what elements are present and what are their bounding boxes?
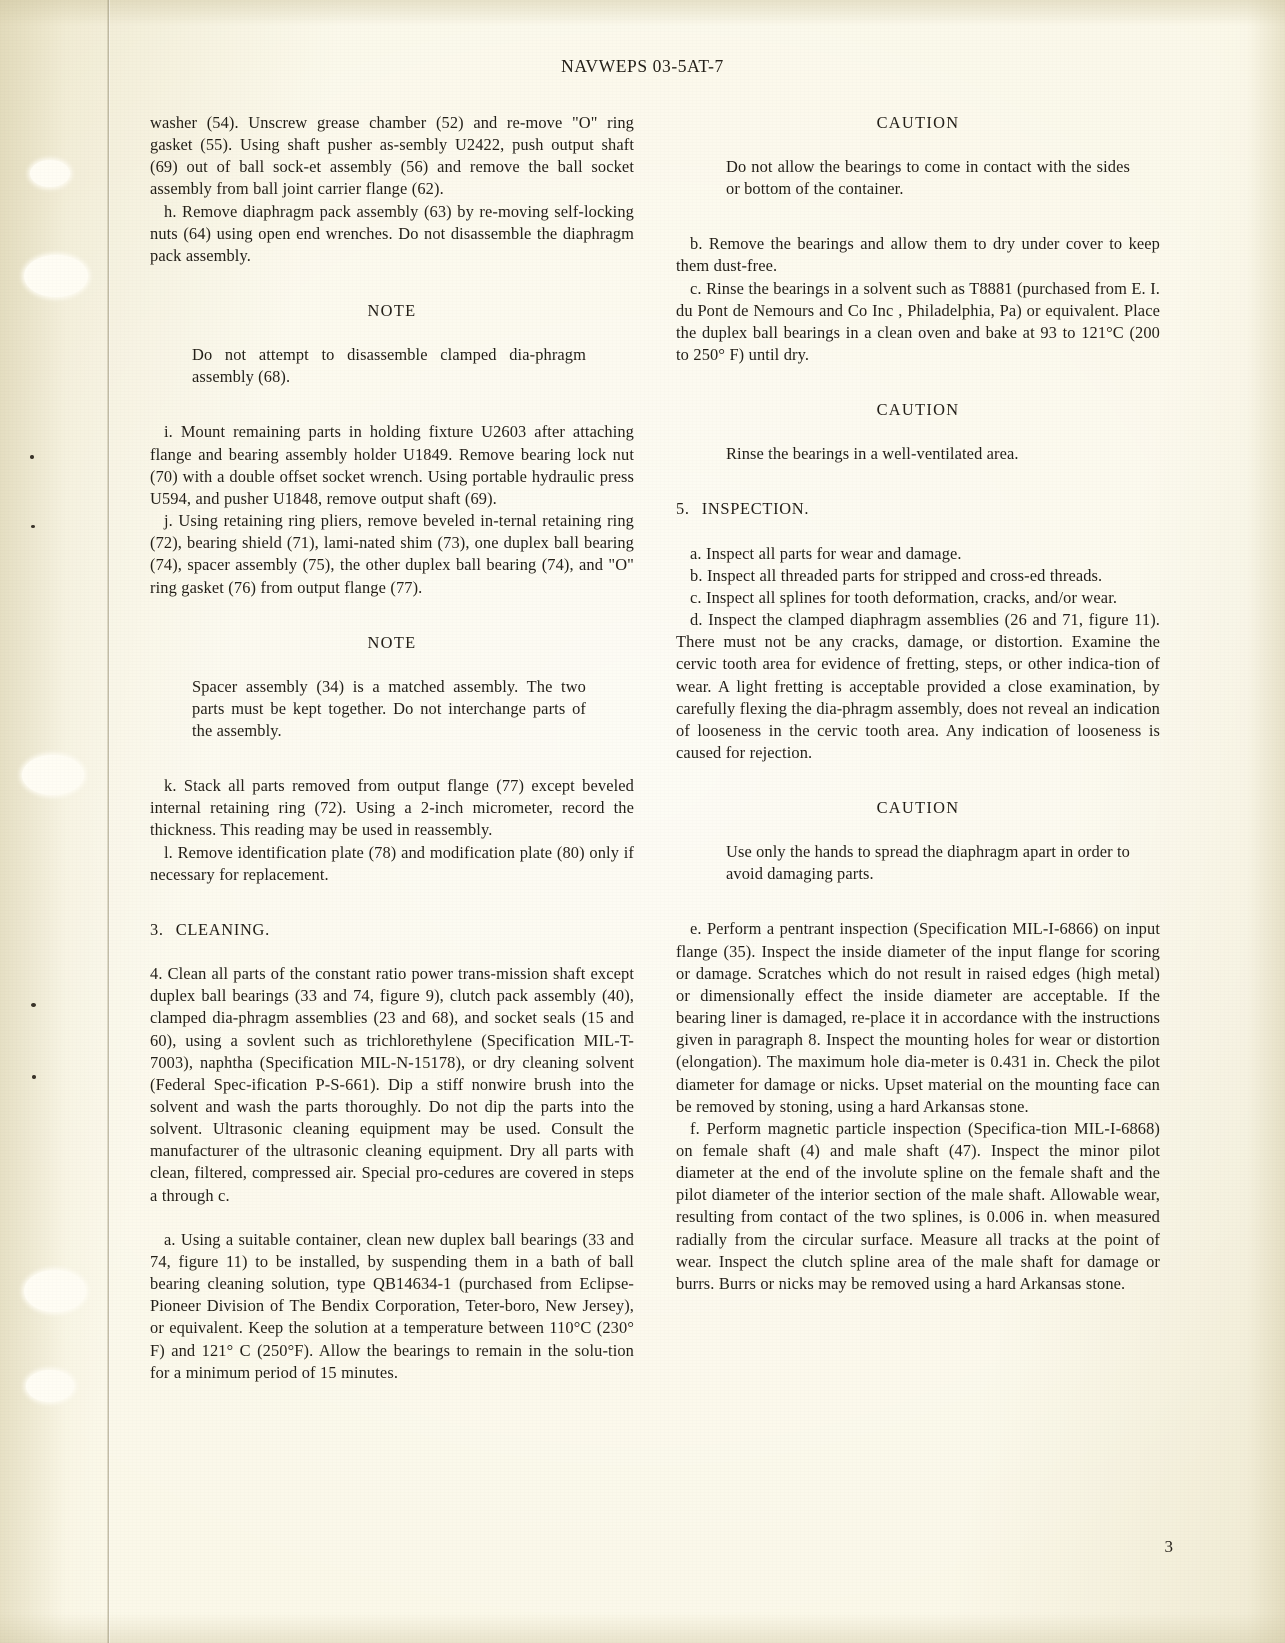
paper-fold-line <box>107 0 110 1643</box>
paragraph-h: h. Remove diaphragm pack assembly (63) by re-moving self-locking nuts (64) using open end wrenches. Do not disassemble the diaphragm pack assembly. <box>150 201 634 265</box>
cleaning-section-heading <box>150 919 634 941</box>
note-2-heading: NOTE <box>367 632 417 652</box>
caution-2-heading: CAUTION <box>876 400 960 420</box>
paragraph-l: l. Remove identification plate (78) and modification plate (80) only if necessary for replacement. <box>150 842 634 884</box>
paragraph-e-inspection: e. Perform a pentrant inspection (Specification MIL-I-6866) on input flange (35). Inspect the inside diameter of the input flange for scoring or damage. Scratches which do not result in raised edges (high metal) or dimensionally effect the inside diameter are acceptable. If the bearing liner is damaged, re-place it in accordance with the instructions given in paragraph 8. Inspect the mounting holes for wear or distortion (elongation). The maximum hole dia-meter is 0.431 in. Check the pilot diameter for damage or nicks. Upset material on the mounting face can be removed by stoning, using a hard Arkansas stone. <box>676 919 1160 1116</box>
two-column-body <box>150 112 1160 1532</box>
paragraph-k: k. Stack all parts removed from output flange (77) except beveled internal retaining ring (72). Using a 2-inch micrometer, record the thickness. This reading may be used in reassembly. <box>150 776 634 840</box>
punch-hole-mark <box>22 755 84 795</box>
running-head: NAVWEPS 03-5AT-7 <box>561 56 724 76</box>
paragraph-b-cleaning: b. Remove the bearings and allow them to dry under cover to keep them dust-free. <box>676 234 1160 276</box>
left-edge-shading <box>0 0 110 1643</box>
paragraph-c-cleaning: c. Rinse the bearings in a solvent such as T8881 (purchased from E. I. du Pont de Nemours and Co Inc , Philadelphia, Pa) or equivalent. Place the duplex ball bearings in a clean oven and bake at 93 to 121°C (200 to 250° F) until dry. <box>676 278 1160 365</box>
paragraph-a-inspection: a. Inspect all parts for wear and damage. <box>690 543 962 563</box>
inspection-section-number: 5. <box>676 499 690 519</box>
paragraph-f-inspection: f. Perform magnetic particle inspection (Specifica-tion MIL-I-6868) on female shaft (4) and male shaft (47). Inspect the minor pilot diameter at the end of the involute spline on the female shaft and the pilot diameter of the interior section of the male shaft. Allowable wear, resulting from contact of the two splines, is 0.006 in. when measured radially from the circular surface. Measure all tracks at the point of wear. Inspect the clutch spline area of the male shaft for damage or burrs. Burrs or nicks may be removed using a hard Arkansas stone. <box>676 1118 1160 1293</box>
top-edge-shading <box>0 0 1285 26</box>
inspection-section-title: INSPECTION. <box>701 499 810 519</box>
paragraph-i: i. Mount remaining parts in holding fixture U2603 after attaching flange and bearing assembly holder U1849. Remove bearing lock nut (70) with a double offset socket wrench. Using portable hydraulic press U594, and pusher U1848, remove output shaft (69). <box>150 422 634 508</box>
paragraph-a-cleaning: a. Using a suitable container, clean new duplex ball bearings (33 and 74, figure 11) to be installed, by suspending them in a bath of ball bearing cleaning solution, type QB14634-1 (purchased from Eclipse-Pioneer Division of The Bendix Corporation, Teter-boro, New Jersey), or equivalent. Keep the solution at a temperature between 110°C (230° F) and 121° C (250°F). Allow the bearings to remain in the solu-tion for a minimum period of 15 minutes. <box>150 1229 634 1382</box>
caution-1-text: Do not allow the bearings to come in contact with the sides or bottom of the container. <box>726 157 1130 199</box>
paragraph-g-continuation: washer (54). Unscrew grease chamber (52) and re-move "O" ring gasket (55). Using shaft pusher as-sembly U2422, push output shaft (69) out of ball sock-et assembly (56) and remove the ball socket assembly from ball joint carrier flange (62). <box>150 113 634 199</box>
paragraph-j: j. Using retaining ring pliers, remove beveled in-ternal retaining ring (72), bearing shield (71), lami-nated shim (73), one duplex ball bearing (74), spacer assembly (75), the other duplex ball bearing (74), and "O" ring gasket (76) from output flange (77). <box>150 511 634 597</box>
scan-speck <box>31 525 35 528</box>
scan-speck <box>30 455 34 459</box>
punch-hole-mark <box>24 1270 86 1312</box>
right-edge-shading <box>1247 0 1285 1643</box>
right-column <box>676 112 1160 1532</box>
cleaning-section-title: CLEANING. <box>175 919 270 939</box>
note-1-heading: NOTE <box>367 301 417 321</box>
paragraph-4: 4. Clean all parts of the constant ratio power trans-mission shaft except duplex ball bearings (33 and 74, figure 9), clutch pack assembly (40), clamped dia-phragm assemblies (23 and 68), and socket seals (15 and 60), using a sovlent such as trichlorethylene (Specification MIL-T-7003), naphtha (Specification MIL-N-15178), or dry cleaning solvent (Federal Spec-ification P-S-661). Dip a stiff nonwire brush into the solvent and wash the parts thoroughly. Do not dip the parts into the solvent. Ultrasonic cleaning equipment may be used. Consult the manufacturer of the ultrasonic cleaning equipment. Dry all parts with clean, filtered, compressed air. Special pro-cedures are covered in steps a through c. <box>150 964 634 1205</box>
caution-3-heading: CAUTION <box>876 798 960 818</box>
left-column <box>150 112 634 1532</box>
punch-hole-mark <box>26 1370 74 1402</box>
punch-hole-mark <box>24 255 88 297</box>
caution-3-text: Use only the hands to spread the diaphragm apart in order to avoid damaging parts. <box>726 842 1130 884</box>
bottom-edge-shading <box>0 1613 1285 1643</box>
paragraph-d-inspection: d. Inspect the clamped diaphragm assemblies (26 and 71, figure 11). There must not be any cracks, damage, or distortion. Examine the cervic tooth area for evidence of fretting, steps, or other indica-tion of wear. A light fretting is acceptable provided a close examination, by carefully flexing the dia-phragm assembly, does not reveal an indication of looseness in the cervic tooth area. Any indication of looseness is caused for rejection. <box>676 610 1160 762</box>
paragraph-c-inspection: c. Inspect all splines for tooth deformation, cracks, and/or wear. <box>690 587 1118 607</box>
caution-2-text: Rinse the bearings in a well-ventilated area. <box>726 444 1019 464</box>
caution-1-heading: CAUTION <box>876 113 960 132</box>
page-number: 3 <box>1164 1537 1173 1556</box>
cleaning-section-number: 3. <box>150 919 164 939</box>
punch-hole-mark <box>30 160 70 187</box>
note-2-text: Spacer assembly (34) is a matched assembly. The two parts must be kept together. Do not interchange parts of the assembly. <box>192 676 586 740</box>
note-1-text: Do not attempt to disassemble clamped dia-phragm assembly (68). <box>192 345 586 387</box>
scan-speck <box>32 1075 36 1079</box>
paragraph-b-inspection: b. Inspect all threaded parts for stripped and cross-ed threads. <box>690 565 1103 585</box>
scan-speck <box>31 1003 36 1007</box>
inspection-section-heading <box>676 498 1160 520</box>
